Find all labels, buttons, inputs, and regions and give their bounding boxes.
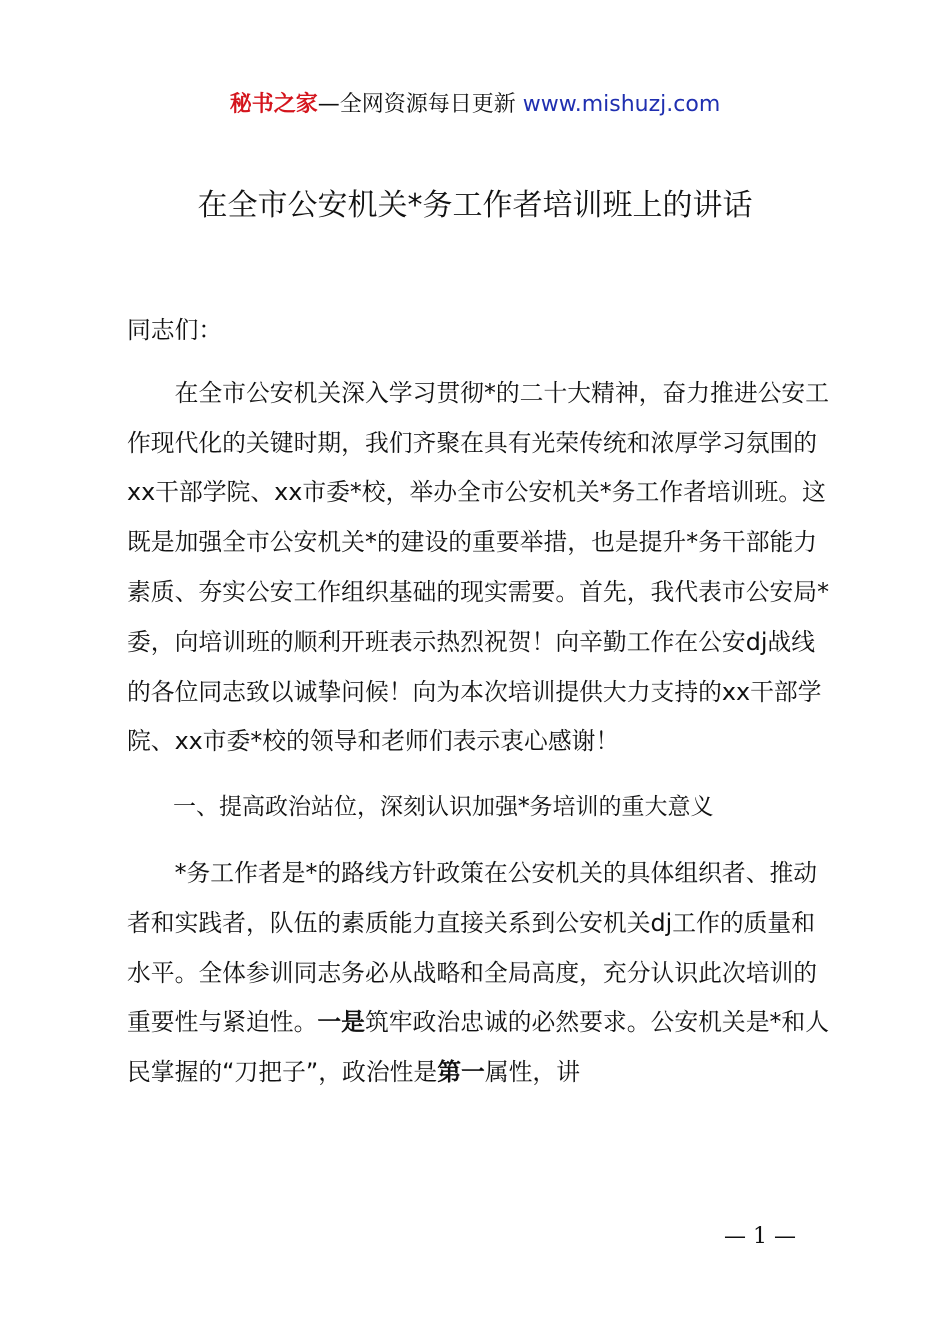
page-number: — 1 — — [724, 1224, 796, 1249]
section-heading-1: 一、提高政治站位，深刻认识加强*务培训的重大意义 — [173, 794, 714, 821]
document-body — [127, 306, 833, 1098]
document-title: 在全市公安机关*务工作者培训班上的讲话 — [197, 188, 753, 223]
site-header — [0, 88, 950, 122]
paragraph-text: 筑牢政治忠诚的必然要求。公安机关是*和人民掌握的“刀把子”，政治性是 — [127, 1008, 830, 1087]
site-url: www.mishuzj.com — [522, 92, 721, 117]
paragraph-section-1 — [127, 849, 833, 1098]
paragraph-intro: 在全市公安机关深入学习贯彻*的二十大精神，奋力推进公安工作现代化的关键时期，我们齐聚在具有光荣传统和浓厚学习氛围的xx干部学院、xx市委*校，举办全市公安机关*务工作者培训班。这既是加强全市公安机关*的建设的重要举措，也是提升*务干部能力素质、夯实公安工作组织基础的现实需要。首先，我代表市公安局*委，向培训班的顺利开班表示热烈祝贺！向辛勤工作在公安dj战线的各位同志致以诚挚问候！向为本次培训提供大力支持的xx干部学院、xx市委*校的领导和老师们表示衷心感谢！ — [127, 378, 830, 756]
paragraph-bold-marker: 一是 — [317, 1008, 365, 1037]
paragraph-text: 属性，讲 — [484, 1058, 580, 1087]
paragraph-bold-marker: 第一 — [437, 1058, 485, 1087]
paragraph-text: *务工作者是*的路线方针政策在公安机关的具体组织者、推动者和实践者，队伍的素质能力直接关系到公安机关dj工作的质量和水平。全体参训同志务必从战略和全局高度，充分认识此次培训的重要性与紧迫性。 — [127, 858, 818, 1037]
salutation: 同志们： — [127, 316, 223, 344]
header-tagline: —全网资源每日更新 — [317, 92, 523, 117]
brand-name: 秘书之家 — [229, 92, 318, 117]
